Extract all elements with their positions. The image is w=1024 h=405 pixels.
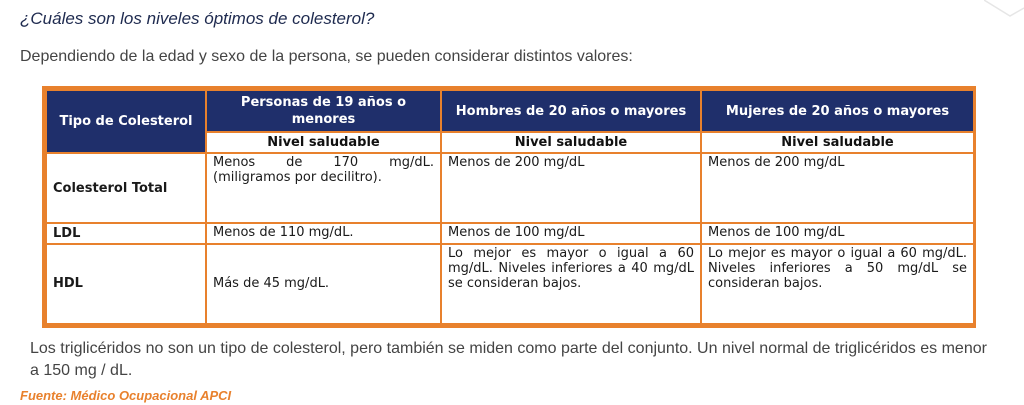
source-credit: Fuente: Médico Ocupacional APCI bbox=[20, 388, 232, 403]
table-row bbox=[46, 153, 974, 223]
row-label-hdl: HDL bbox=[46, 244, 206, 324]
cell-total-women: Menos de 200 mg/dL bbox=[701, 153, 974, 223]
cell-ldl-women: Menos de 100 mg/dL bbox=[701, 223, 974, 244]
table-row bbox=[46, 223, 974, 244]
row-label-total: Colesterol Total bbox=[46, 153, 206, 223]
corner-decoration bbox=[984, 0, 1024, 22]
group-header-men: Hombres de 20 años o mayores bbox=[441, 90, 701, 132]
cell-hdl-women: Lo mejor es mayor o igual a 60 mg/dL. Niveles inferiores a 50 mg/dL se consideran bajos. bbox=[701, 244, 974, 324]
cell-total-men: Menos de 200 mg/dL bbox=[441, 153, 701, 223]
cell-ldl-youth: Menos de 110 mg/dL. bbox=[206, 223, 441, 244]
triglycerides-note: Los triglicéridos no son un tipo de colesterol, pero también se miden como parte del conjunto. Un nivel normal de triglicéridos es menor a 150 mg / dL. bbox=[30, 340, 987, 379]
group-header-youth: Personas de 19 años o menores bbox=[206, 90, 441, 132]
subheader-men: Nivel saludable bbox=[441, 132, 701, 153]
cholesterol-table bbox=[42, 86, 976, 328]
row-label-ldl: LDL bbox=[46, 223, 206, 244]
page-question: ¿Cuáles son los niveles óptimos de colesterol? bbox=[20, 9, 375, 28]
type-header: Tipo de Colesterol bbox=[46, 90, 206, 153]
subheader-women: Nivel saludable bbox=[701, 132, 974, 153]
cell-total-youth: Menos de 170 mg/dL. (miligramos por decilitro). bbox=[206, 153, 441, 223]
cell-hdl-men: Lo mejor es mayor o igual a 60 mg/dL. Niveles inferiores a 40 mg/dL se consideran bajos. bbox=[441, 244, 701, 324]
intro-text: Dependiendo de la edad y sexo de la persona, se pueden considerar distintos valores: bbox=[20, 48, 633, 65]
table-row bbox=[46, 244, 974, 324]
cell-ldl-men: Menos de 100 mg/dL bbox=[441, 223, 701, 244]
subheader-youth: Nivel saludable bbox=[206, 132, 441, 153]
group-header-women: Mujeres de 20 años o mayores bbox=[701, 90, 974, 132]
cell-hdl-youth: Más de 45 mg/dL. bbox=[206, 244, 441, 324]
